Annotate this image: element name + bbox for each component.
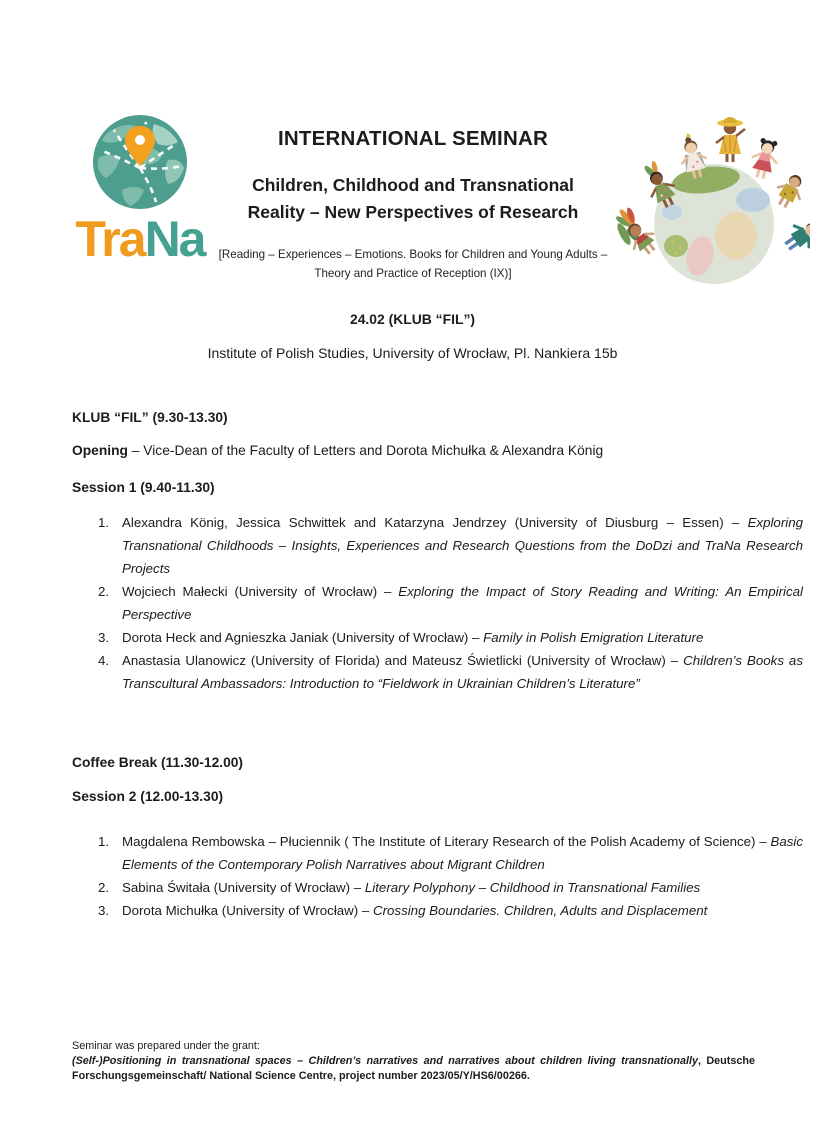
seminar-subtitle (204, 172, 622, 226)
coffee-break-heading: Coffee Break (11.30-12.00) (72, 755, 244, 770)
talk-authors: Dorota Michułka (University of Wrocław) – (122, 903, 373, 918)
trana-wordmark-na: Na (144, 211, 205, 267)
session2-talk-list (72, 830, 803, 922)
trana-wordmark (56, 211, 224, 267)
venue-hours-heading: KLUB “FIL” (9.30-13.30) (72, 410, 228, 425)
header-title-block (204, 127, 622, 283)
event-location: Institute of Polish Studies, University of Wrocław, Pl. Nankiera 15b (207, 345, 618, 361)
talk-item (122, 626, 803, 649)
grant-project-title: (Self-)Positioning in transnational spaces – Children’s narratives and narratives about children living transnationally (72, 1055, 698, 1067)
event-date-venue: 24.02 (KLUB “FIL”) (349, 311, 476, 327)
talk-title: Family in Polish Emigration Literature (483, 630, 704, 645)
subtitle-line-1: Children, Childhood and Transnational (252, 175, 574, 195)
talk-authors: Alexandra König, Jessica Schwittek and Katarzyna Jendrzey (University of Diusburg – Essen) – (122, 515, 748, 530)
trana-logo (56, 106, 224, 267)
talk-title: Children’s Books as Transcultural Ambassadors: Introduction to “Fieldwork in Ukrainian Children’s Literature” (122, 653, 803, 691)
talk-title: Crossing Boundaries. Children, Adults and Displacement (373, 903, 708, 918)
trana-wordmark-tra: Tra (75, 211, 145, 267)
subtitle-line-2: Reality – New Perspectives of Research (247, 202, 579, 222)
session1-heading: Session 1 (9.40-11.30) (72, 480, 215, 495)
talk-title: Exploring Transnational Childhoods – Insights, Experiences and Research Questions from the DoDzi and TraNa Research Projects (122, 515, 803, 576)
grant-footer (72, 1039, 755, 1084)
talk-item (122, 899, 803, 922)
talk-item (122, 830, 803, 876)
talk-authors: Dorota Heck and Agnieszka Janiak (University of Wrocław) – (122, 630, 484, 645)
talk-title: Exploring the Impact of Story Reading and Writing: An Empirical Perspective (122, 584, 803, 622)
talk-authors: Sabina Świtała (University of Wrocław) – (122, 880, 365, 895)
opening-text: – Vice-Dean of the Faculty of Letters and Dorota Michułka & Alexandra König (127, 443, 604, 458)
grant-footer-details (72, 1054, 755, 1084)
page-title: INTERNATIONAL SEMINAR (278, 127, 548, 150)
talk-authors: Wojciech Małecki (University of Wrocław) – (122, 584, 399, 599)
opening-line (72, 443, 753, 458)
grant-footer-intro: Seminar was prepared under the grant: (72, 1040, 260, 1052)
talk-item (122, 580, 803, 626)
talk-title: Literary Polyphony – Childhood in Transnational Families (364, 880, 701, 895)
series-note-line-1: [Reading – Experiences – Emotions. Books for Children and Young Adults – (218, 248, 608, 261)
session2-heading: Session 2 (12.00-13.30) (72, 789, 224, 804)
talk-item (122, 649, 803, 695)
seminar-series-note (204, 245, 622, 283)
trana-globe-icon (76, 106, 204, 218)
opening-label: Opening (72, 443, 128, 458)
session1-talk-list (72, 511, 803, 695)
talk-title: Basic Elements of the Contemporary Polish Narratives about Migrant Children (122, 834, 803, 872)
grant-funders: , Deutsche Forschungsgemeinschaft/ National Science Centre, project number 2023/05/Y/HS6/00266. (72, 1055, 755, 1082)
children-globe-illustration (610, 94, 810, 296)
talk-authors: Magdalena Rembowska – Płuciennik ( The Institute of Literary Research of the Polish Academy of Science) – (122, 834, 771, 849)
talk-authors: Anastasia Ulanowicz (University of Florida) and Mateusz Świetlicki (University of Wrocław) – (122, 653, 684, 668)
talk-item (122, 511, 803, 580)
talk-item (122, 876, 803, 899)
series-note-line-2: Theory and Practice of Reception (IX)] (314, 267, 512, 280)
